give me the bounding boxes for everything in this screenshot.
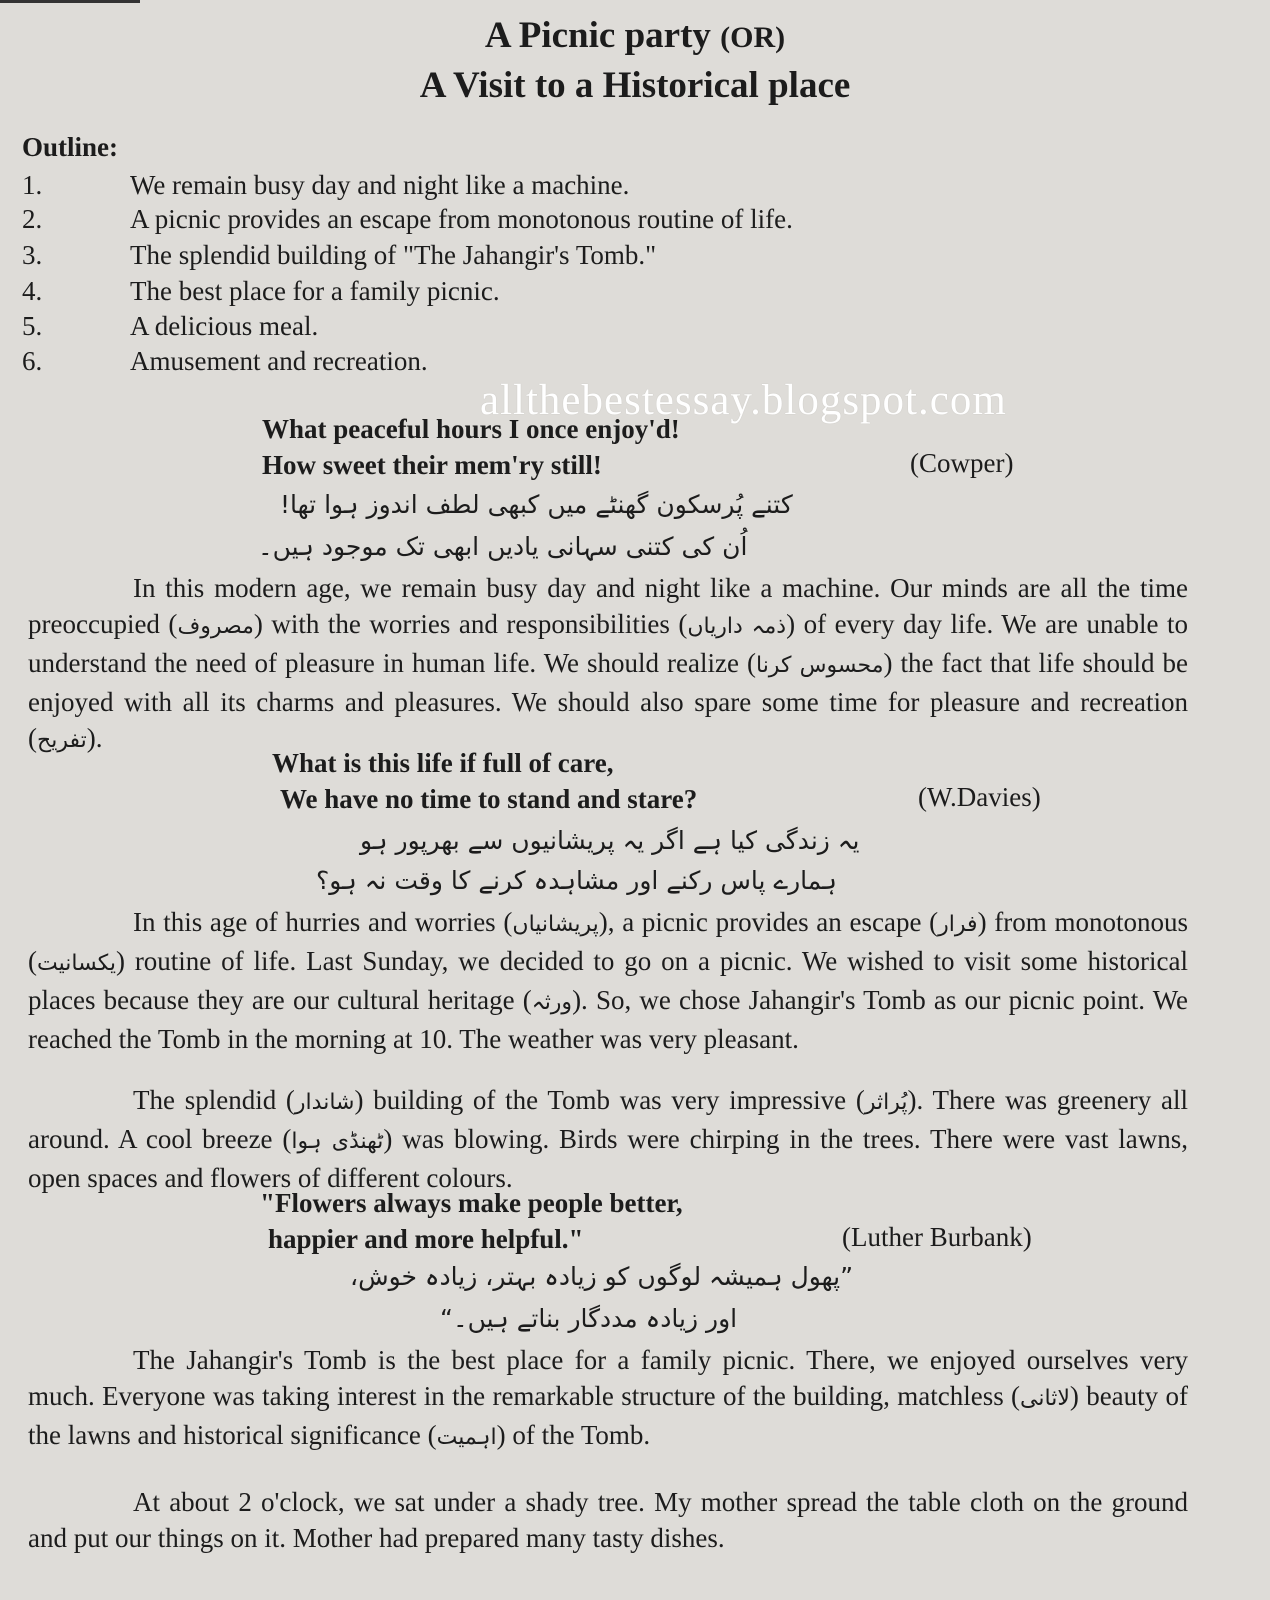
paragraph-4: The Jahangir's Tomb is the best place for a family picnic. There, we enjoyed ourselves very much. Everyone was taking interest in the remarkable structure of the building, matchless (لاثانی) beauty of the lawns and historical significance (اہمیت) of the Tomb. bbox=[28, 1345, 1188, 1450]
top-rule bbox=[0, 0, 140, 3]
quote2-line1: What is this life if full of care, bbox=[272, 748, 614, 778]
quote1-line2: How sweet their mem'ry still! bbox=[262, 450, 602, 480]
outline-heading: Outline: bbox=[22, 132, 119, 162]
quote1-urdu1: کتنے پُرسکون گھنٹے میں کبھی لطف اندوز ہوا تھا! bbox=[280, 490, 793, 519]
paragraph-1: In this modern age, we remain busy day and night like a machine. Our minds are all the time preoccupied (مصروف) with the worries and responsibilities (ذمہ داریاں) of every day life. We are unable to understand the need of pleasure in human life. We should realize (محسوس کرنا) the fact that life should be enjoyed with all its charms and pleasures. We should also spare some time for pleasure and recreation (تفریح). bbox=[28, 573, 1189, 753]
quote2-urdu1: یہ زندگی کیا ہے اگر یہ پریشانیوں سے بھرپور ہو bbox=[360, 826, 860, 855]
quote2-author: (W.Davies) bbox=[918, 782, 1041, 812]
essay-page: A Picnic party (OR) A Visit to a Historical place Outline: 1. We remain busy day and night like a machine. 2. A picnic provides an escape from monotonous routine of life. 3. The splendid building of "The Jahangir's Tomb." 4. The best place for a family picnic. 5. A delicious meal. 6. Amusement and recreation. allthebestessay.blogspot.com What peaceful hours I once enjoy'd! How sweet their mem'ry still! (Cowper) کتنے پُرسکون گھنٹے میں کبھی لطف اندوز ہوا تھا! اُن کی کتنی سہانی یادیں ابھی تک موجود ہیں۔ In this modern age, we remain busy day and night like a machine. Our minds are all the time preoccupied (مصروف) with the worries and responsibilities (ذمہ داریاں) of every day life. We are unable to understand the need of pleasure in human life. We should realize (محسوس کرنا) the fact that life should be enjoyed with all its charms and pleasures. We should also spare some time for pleasure and recreation (تفریح). What is this life if full of care, We have no time to stand and stare? (W.Davies) یہ زندگی کیا ہے اگر یہ پریشانیوں سے بھرپور ہو ہمارے پاس رکنے اور مشاہدہ کرنے کا وقت نہ ہو؟ In this age of hurries and worries (پریشانیاں), a picnic provides an escape (فرار) from monotonous (یکسانیت) routine of life. Last Sunday, we decided to go on a picnic. We wished to visit some historical places because they are our cultural heritage (ورثہ). So, we chose Jahangir's Tomb as our picnic point. We reached the Tomb in the morning at 10. The weather was very pleasant. The splendid (شاندار) building of the Tomb was very impressive (پُراثر). There was greenery all around. A cool breeze (ٹھنڈی ہوا) was blowing. Birds were chirping in the trees. There were vast lawns, open spaces and flowers of different colours. "Flowers always make people better, happier and more helpful." (Luther Burbank) ”پھول ہمیشہ لوگوں کو زیادہ بہتر، زیادہ خوش، اور زیادہ مددگار بناتے ہیں۔“ The Jahangir's Tomb is the best place for a family picnic. There, we enjoyed ourselves very much. Everyone was taking interest in the remarkable structure of the building, matchless (لاثانی) beauty of the lawns and historical significance (اہمیت) of the Tomb. At about 2 o'clock, we sat under a shady tree. My mother spread the table cloth on the ground and put our things on it. Mother had prepared many tasty dishes. bbox=[0, 0, 1270, 1600]
quote3-urdu2: اور زیادہ مددگار بناتے ہیں۔“ bbox=[440, 1304, 738, 1333]
quote2-line2: We have no time to stand and stare? bbox=[280, 784, 698, 814]
title-line-2: A Visit to a Historical place bbox=[419, 65, 851, 106]
quote3-author: (Luther Burbank) bbox=[842, 1222, 1032, 1252]
quote2-urdu2: ہمارے پاس رکنے اور مشاہدہ کرنے کا وقت نہ ہو؟ bbox=[316, 866, 837, 895]
title-or: (OR) bbox=[720, 21, 786, 54]
quote1-line1: What peaceful hours I once enjoy'd! bbox=[262, 414, 680, 444]
quote3-line1: "Flowers always make people better, bbox=[260, 1188, 683, 1218]
paragraph-2: In this age of hurries and worries (پریشانیاں), a picnic provides an escape (فرار) from monotonous (یکسانیت) routine of life. Last Sunday, we decided to go on a picnic. We wished to visit some historical places because they are our cultural heritage (ورثہ). So, we chose Jahangir's Tomb as our picnic point. We reached the Tomb in the morning at 10. The weather was very pleasant. bbox=[28, 907, 1189, 1054]
paragraph-3: The splendid (شاندار) building of the Tomb was very impressive (پُراثر). There was greenery all around. A cool breeze (ٹھنڈی ہوا) was blowing. Birds were chirping in the trees. There were vast lawns, open spaces and flowers of different colours. bbox=[28, 1085, 1188, 1193]
title-line-1 bbox=[0, 14, 1270, 57]
quote3-line2: happier and more helpful." bbox=[268, 1224, 584, 1254]
quote1-author: (Cowper) bbox=[910, 448, 1014, 478]
paragraph-5: At about 2 o'clock, we sat under a shady tree. My mother spread the table cloth on the ground and put our things on it. Mother had prepared many tasty dishes. bbox=[28, 1487, 1188, 1553]
watermark-url: allthebestessay.blogspot.com bbox=[480, 377, 1007, 424]
quote1-urdu2: اُن کی کتنی سہانی یادیں ابھی تک موجود ہیں۔ bbox=[258, 532, 748, 561]
quote3-urdu1: ”پھول ہمیشہ لوگوں کو زیادہ بہتر، زیادہ خوش، bbox=[350, 1262, 854, 1291]
title-text: A Picnic party bbox=[484, 15, 711, 56]
